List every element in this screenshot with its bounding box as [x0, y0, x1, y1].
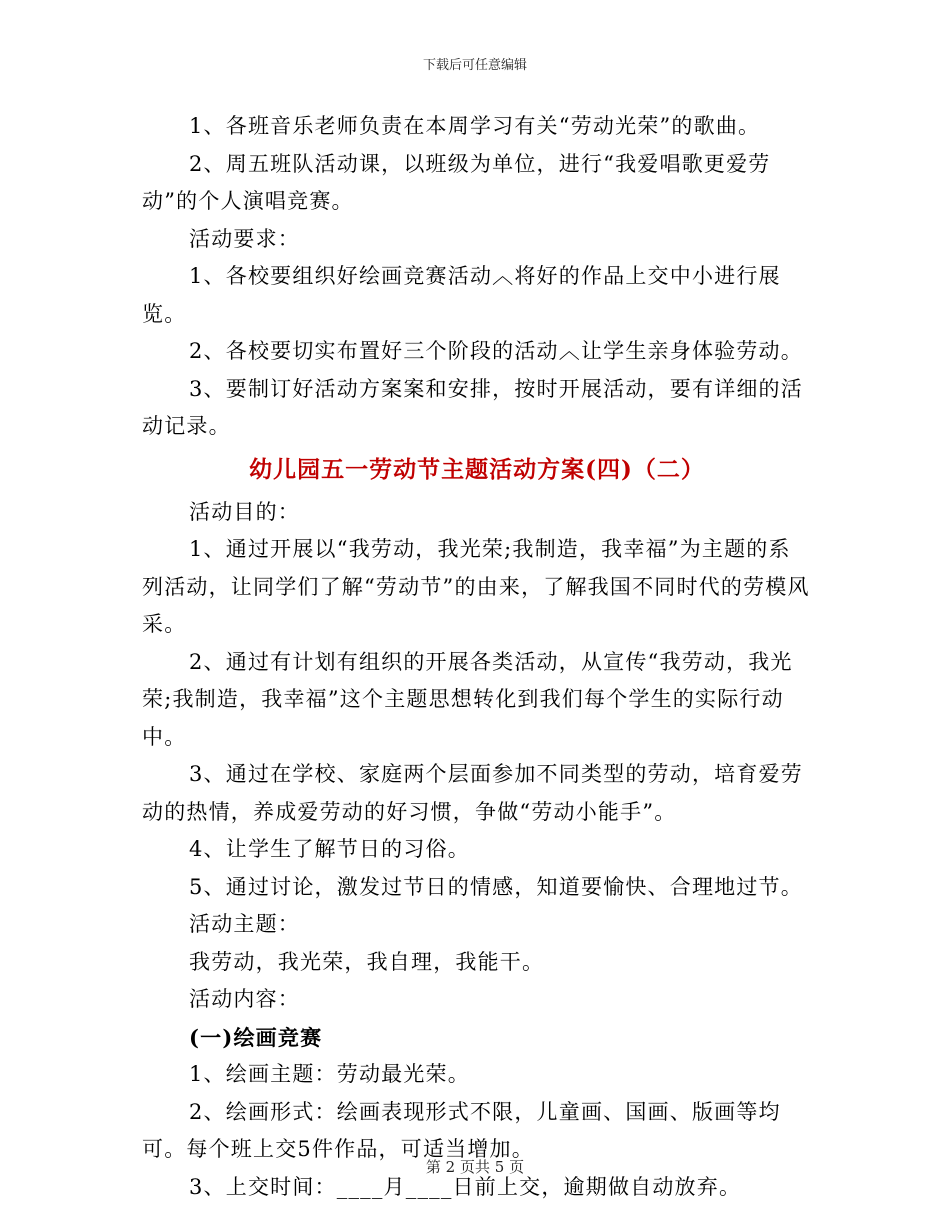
paragraph: 1、各校要组织好绘画竞赛活动︿将好的作品上交中小进行展览。: [142, 264, 781, 326]
paragraph: 4、让学生了解节日的习俗。: [189, 837, 470, 861]
paragraph: 3、要制订好活动方案案和安排，按时开展活动，要有详细的活动记录。: [142, 376, 803, 438]
paragraph: 3、上交时间：____月____日前上交，逾期做自动放弃。: [189, 1174, 742, 1199]
paragraph: 活动内容：: [189, 987, 300, 1011]
paragraph: 1、通过开展以“我劳动，我光荣;我制造，我幸福”为主题的系列活动，让同学们了解“劳动节”的由来，了解我国不同时代的劳模风采。: [142, 537, 810, 636]
paragraph: 2、各校要切实布置好三个阶段的活动︿让学生亲身体验劳动。: [189, 339, 803, 363]
page-header: 下载后可任意编辑: [422, 58, 527, 73]
paragraph: 5、通过讨论，激发过节日的情感，知道要愉快、合理地过节。: [189, 874, 803, 899]
section-title: 幼儿园五一劳动节主题活动方案(四)（二）: [249, 455, 705, 483]
paragraph: 3、通过在学校、家庭两个层面参加不同类型的劳动，培育爱劳动的热情，养成爱劳动的好习惯，争做“劳动小能手”。: [142, 762, 803, 824]
paragraph: 2、通过有计划有组织的开展各类活动，从宣传“我劳动，我光荣;我制造，我幸福”这个主题思想转化到我们每个学生的实际行动中。: [142, 649, 793, 749]
paragraph: 2、绘画形式：绘画表现形式不限，儿童画、国画、版画等均可。每个班上交5件作品，可适当增加。: [142, 1099, 781, 1161]
paragraph: 1、绘画主题：劳动最光荣。: [189, 1062, 470, 1086]
paragraph: 1、各班音乐老师负责在本周学习有关“劳动光荣”的歌曲。: [189, 114, 761, 138]
paragraph: 2、周五班队活动课，以班级为单位，进行“我爱唱歌更爱劳动”的个人演唱竞赛。: [142, 151, 771, 213]
paragraph: 活动要求：: [189, 226, 300, 251]
paragraph: 我劳动，我光荣，我自理，我能干。: [189, 949, 545, 974]
page-footer: 第 2 页共 5 页: [425, 1158, 525, 1176]
document-body: [142, 108, 812, 1206]
subsection-heading: (一)绘画竞赛: [189, 1024, 323, 1050]
paragraph: 活动目的：: [189, 499, 300, 524]
paragraph: 活动主题：: [189, 912, 300, 936]
